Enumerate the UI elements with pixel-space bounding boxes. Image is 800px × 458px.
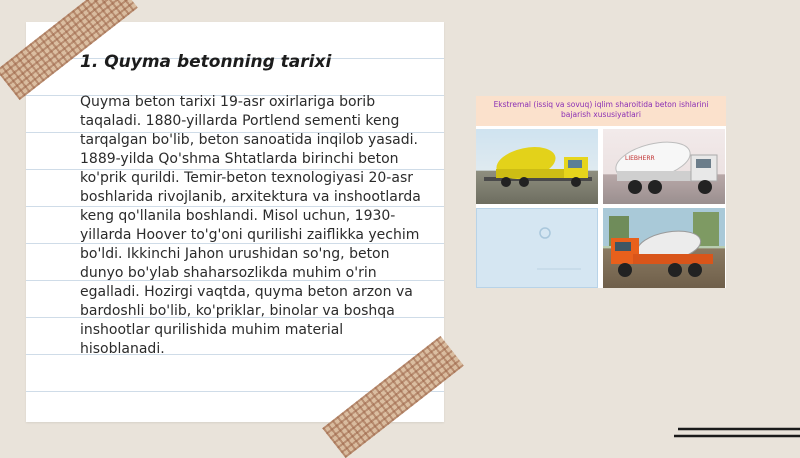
decorative-lines <box>674 424 800 444</box>
photo-white-cement-tanker <box>603 129 725 204</box>
photo-orange-mixer-truck <box>603 208 725 288</box>
slide-title: 1. Quyma betonning tarixi <box>80 52 332 72</box>
white-cement-tanker-icon <box>603 129 725 204</box>
photo-yellow-mixer-truck <box>476 129 598 204</box>
image-panel-header <box>476 96 726 126</box>
photo-empty-placeholder <box>476 208 598 288</box>
slide-body-text: Quyma beton tarixi 19-asr oxirlariga borib taqaladi. 1880-yillarda Portlend sementi keng tarqalgan bo'lib, beton sanoatida inqilob yasadi. 1889-yilda Qo'shma Shtatlarda birinchi beton ko'prik qurildi. Temir-beton texnologiyasi 20-asr boshlarida rivojlanib, arxitektura va inshootlarda keng qo'llanila boshlandi. Misol uchun, 1930-yillarda Hoover to'g'oni qurilishi zaiflikka yechim bo'ldi. Ikkinchi Jahon urushidan so'ng, beton dunyo bo'ylab shaharsozlikda muhim o'rin egalladi. Hozirgi vaqtda, quyma beton arzon va bardoshli bo'lib, ko'priklar, binolar va boshqa inshootlar qurilishida muhim material hisoblanadi. <box>80 94 421 357</box>
orange-mixer-truck-icon <box>603 208 725 288</box>
svg-text:LIEBHERR: LIEBHERR <box>625 155 655 162</box>
image-panel-title: Ekstremal (issiq va sovuq) iqlim sharoitida beton ishlarini bajarish xususiyatlari <box>493 100 709 119</box>
yellow-mixer-truck-icon <box>476 129 598 204</box>
image-panel <box>476 96 726 288</box>
empty-photo-placeholder <box>477 209 598 288</box>
